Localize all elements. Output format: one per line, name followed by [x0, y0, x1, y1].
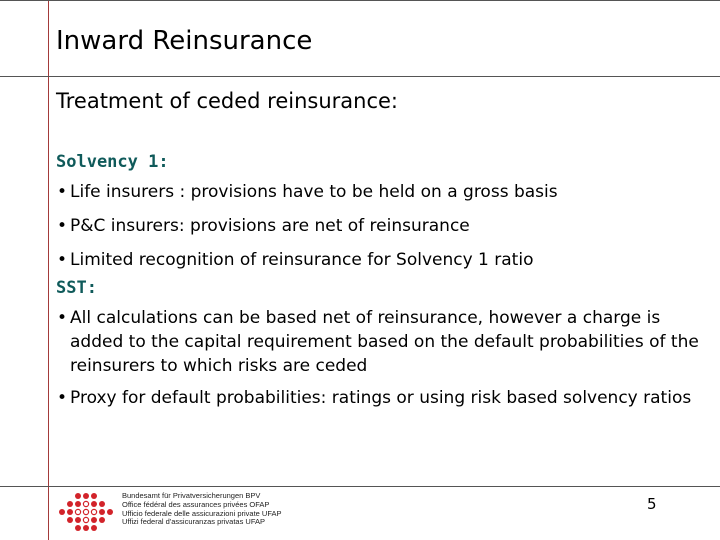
- vertical-rule: [48, 0, 49, 540]
- org-name-fr: Office fédéral des assurances privées OFAP: [122, 499, 270, 509]
- bullet-text: Limited recognition of reinsurance for Solvency 1 ratio: [70, 250, 534, 270]
- organization-names: [122, 492, 282, 527]
- org-name-rm: Uffizi federal d'assicuranzas privatas UFAP: [122, 517, 266, 527]
- page-number: 5: [647, 495, 657, 513]
- slide-content: [56, 146, 706, 418]
- bullet-item: [56, 248, 706, 272]
- slide-title: Inward Reinsurance: [56, 26, 313, 56]
- bullet-item: [56, 180, 706, 204]
- section-heading-solvency1: Solvency 1:: [56, 152, 169, 172]
- bullet-text: P&C insurers: provisions are net of reinsurance: [70, 216, 470, 236]
- bullet-item: [56, 386, 706, 410]
- section-heading-sst: SST:: [56, 278, 97, 298]
- top-rule: [0, 0, 720, 1]
- org-name-de: Bundesamt für Privatversicherungen BPV: [122, 491, 261, 500]
- org-name-it: Ufficio federale delle assicurazioni private UFAP: [122, 508, 282, 518]
- title-rule: [0, 76, 720, 77]
- bullet-text: All calculations can be based net of reinsurance, however a charge is added to the capital requirement based on the default probabilities of the reinsurers to which risks are ceded: [70, 308, 699, 376]
- bullet-icon: •: [57, 388, 68, 408]
- footer-rule: [0, 486, 720, 487]
- federal-logo-icon: [56, 490, 116, 534]
- bullet-icon: •: [57, 182, 68, 202]
- bullet-icon: •: [57, 308, 68, 328]
- slide-subtitle: Treatment of ceded reinsurance:: [56, 89, 399, 113]
- sst-bullet-list: [56, 306, 706, 410]
- bullet-icon: •: [57, 250, 68, 270]
- bullet-text: Life insurers : provisions have to be held on a gross basis: [70, 182, 558, 202]
- bullet-item: [56, 306, 706, 378]
- bullet-text: Proxy for default probabilities: ratings or using risk based solvency ratios: [70, 388, 692, 408]
- bullet-item: [56, 214, 706, 238]
- bullet-icon: •: [57, 216, 68, 236]
